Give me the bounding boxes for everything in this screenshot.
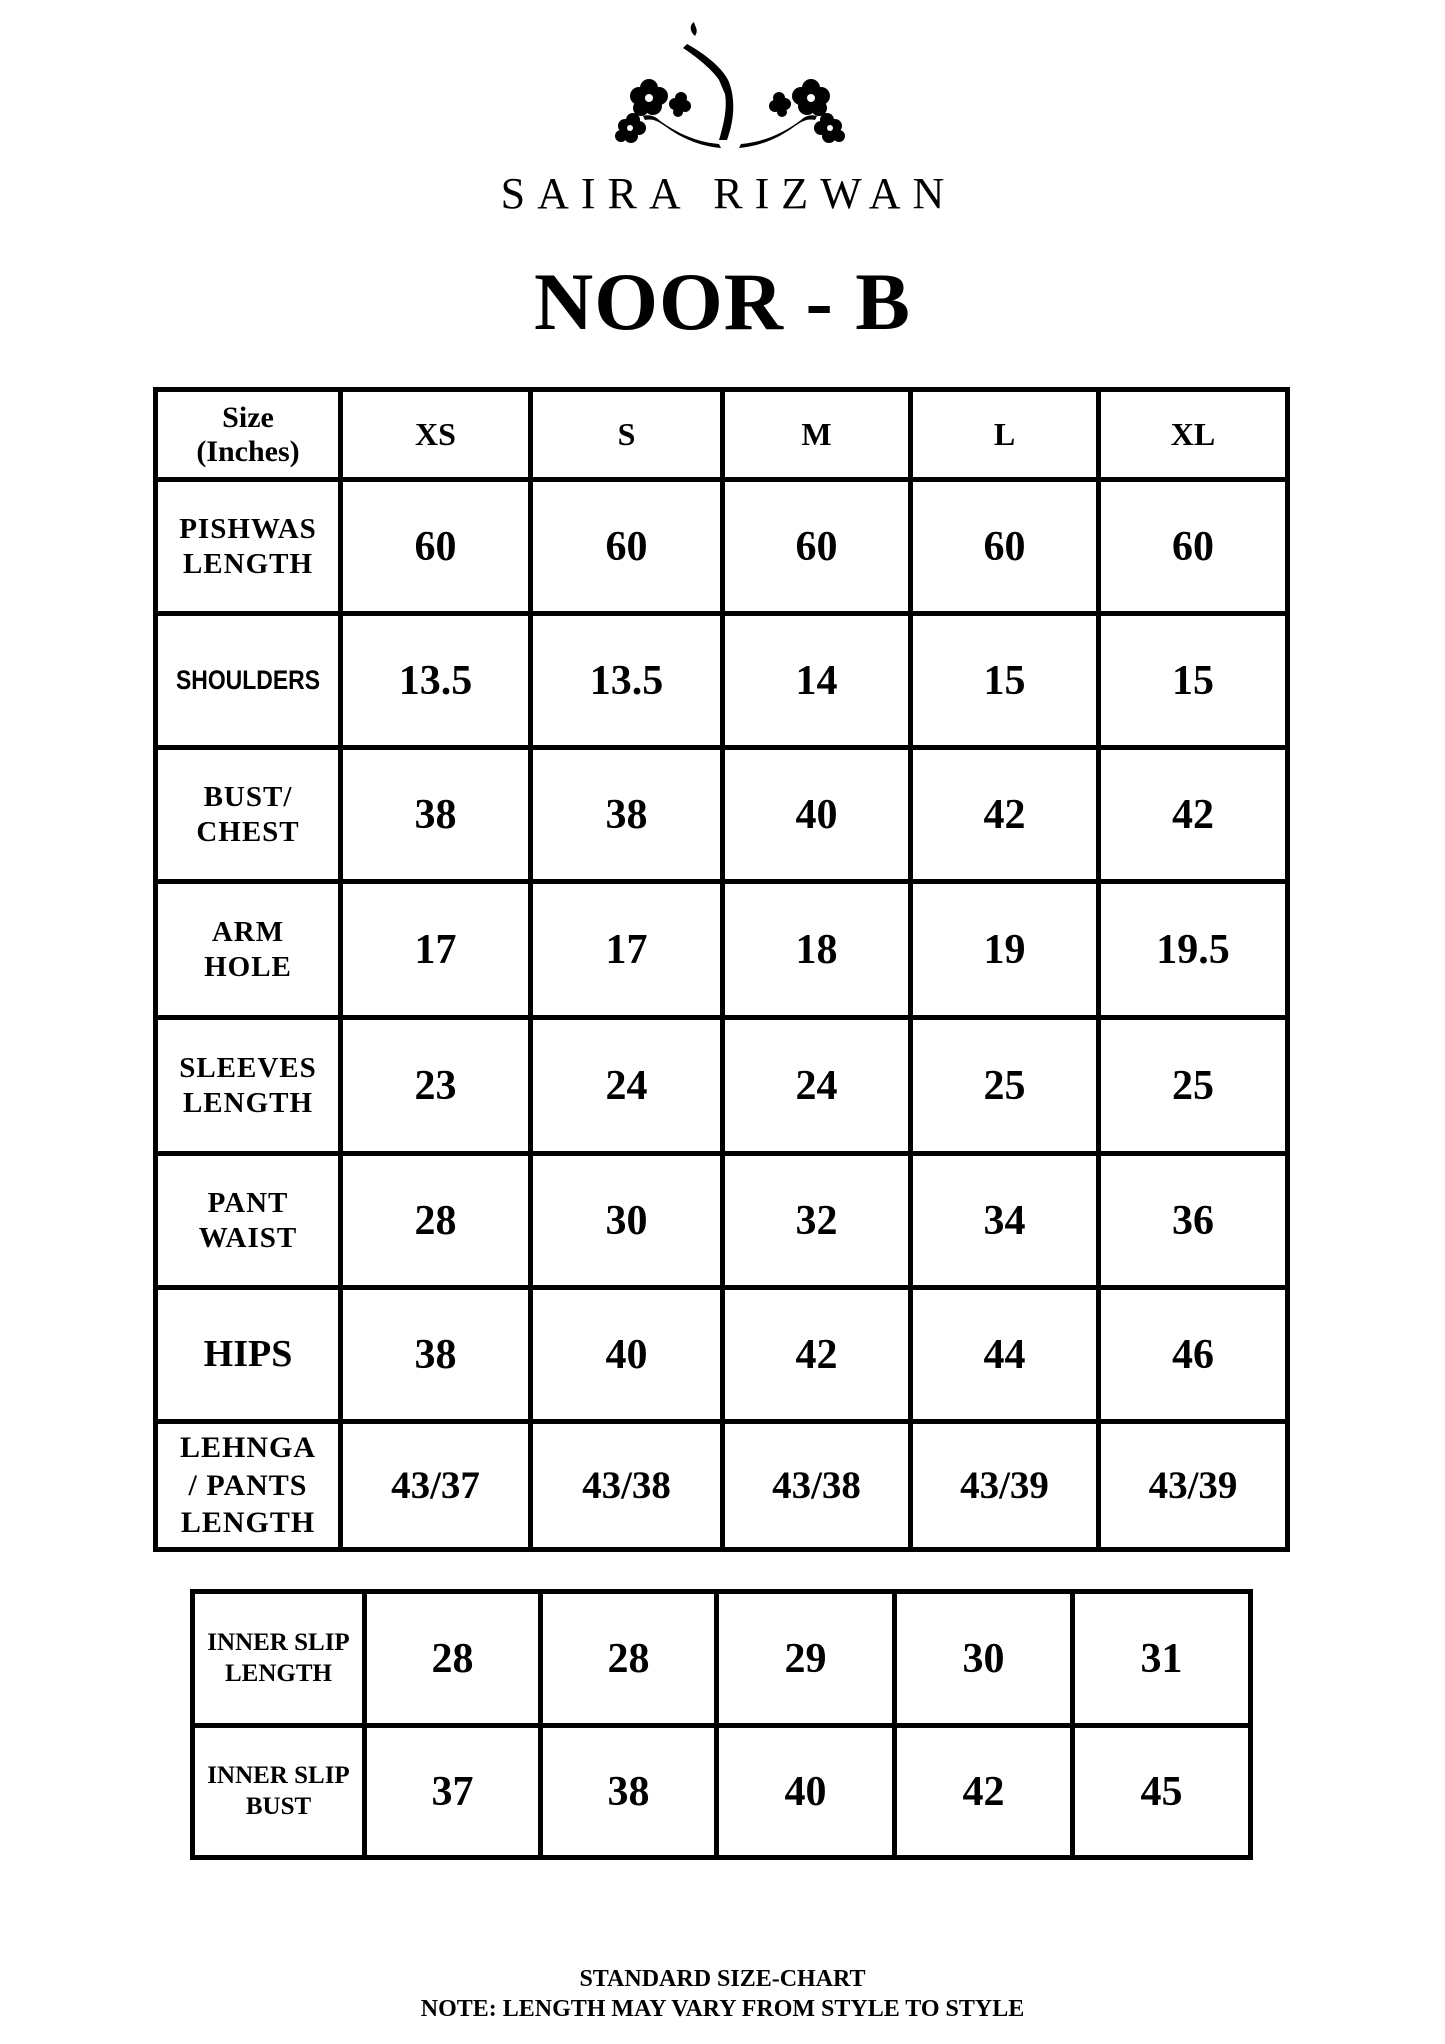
size-chart-table	[153, 387, 1290, 1552]
table-cell: 43/39	[911, 1422, 1099, 1550]
table-cell: 37	[365, 1726, 541, 1858]
table-cell: 60	[1099, 480, 1288, 614]
table-cell: 60	[531, 480, 723, 614]
table-cell: 46	[1099, 1288, 1288, 1422]
table-cell: 25	[1099, 1018, 1288, 1154]
row-label-sleeves-length: SLEEVES LENGTH	[156, 1018, 341, 1154]
table-cell: 30	[895, 1592, 1073, 1726]
table-cell: 28	[541, 1592, 717, 1726]
table-cell: 60	[911, 480, 1099, 614]
table-cell: 43/39	[1099, 1422, 1288, 1550]
table-cell: 25	[911, 1018, 1099, 1154]
table-cell: 38	[541, 1726, 717, 1858]
row-label-pant-waist: PANT WAIST	[156, 1154, 341, 1288]
row-label-pishwas-length: PISHWAS LENGTH	[156, 480, 341, 614]
table-cell: 19	[911, 882, 1099, 1018]
row-label-shoulders: SHOULDERS	[175, 665, 321, 696]
table-cell: 34	[911, 1154, 1099, 1288]
table-row	[156, 1288, 1288, 1422]
table-row	[156, 480, 1288, 614]
table-cell: 24	[531, 1018, 723, 1154]
table-cell: 43/37	[341, 1422, 531, 1550]
table-cell: 23	[341, 1018, 531, 1154]
size-header-label	[156, 390, 341, 480]
table-cell: 43/38	[723, 1422, 911, 1550]
brand-name: SAIRA RIZWAN	[500, 169, 957, 218]
table-row	[193, 1726, 1251, 1858]
table-cell: 28	[365, 1592, 541, 1726]
footer-title: STANDARD SIZE-CHART	[579, 1966, 866, 1992]
table-cell: 40	[531, 1288, 723, 1422]
table-row	[156, 1018, 1288, 1154]
table-cell: 15	[911, 614, 1099, 748]
table-row	[156, 1422, 1288, 1550]
table-cell: 17	[531, 882, 723, 1018]
table-cell: 18	[723, 882, 911, 1018]
table-row	[193, 1592, 1251, 1726]
table-cell: 15	[1099, 614, 1288, 748]
size-inches-label: Size (Inches)	[196, 400, 300, 468]
table-cell: 38	[531, 748, 723, 882]
brand-logo-icon	[615, 22, 845, 152]
table-cell: 44	[911, 1288, 1099, 1422]
table-cell: 28	[341, 1154, 531, 1288]
size-header-row	[156, 390, 1288, 480]
inner-slip-table	[190, 1589, 1253, 1860]
row-label-cell	[156, 1288, 341, 1422]
footer-note: NOTE: LENGTH MAY VARY FROM STYLE TO STYLE	[420, 1996, 1025, 2022]
row-label-lehnga-pants-length: LEHNGA / PANTS LENGTH	[156, 1422, 341, 1550]
table-row	[156, 614, 1288, 748]
table-cell: 60	[723, 480, 911, 614]
table-cell: 42	[911, 748, 1099, 882]
table-cell: 42	[895, 1726, 1073, 1858]
table-cell: 32	[723, 1154, 911, 1288]
table-cell: 38	[341, 1288, 531, 1422]
size-m-header: M	[723, 390, 911, 480]
row-label-inner-slip-length: INNER SLIP LENGTH	[193, 1592, 365, 1726]
table-cell: 31	[1073, 1592, 1251, 1726]
size-xl-header: XL	[1099, 390, 1288, 480]
table-cell: 13.5	[341, 614, 531, 748]
table-cell: 40	[723, 748, 911, 882]
row-label-hips: HIPS	[203, 1332, 293, 1375]
table-cell: 30	[531, 1154, 723, 1288]
size-s-header: S	[531, 390, 723, 480]
size-xs-header: XS	[341, 390, 531, 480]
table-cell: 60	[341, 480, 531, 614]
table-row	[156, 1154, 1288, 1288]
table-cell: 40	[717, 1726, 895, 1858]
row-label-arm-hole: ARM HOLE	[156, 882, 341, 1018]
row-label-bust-chest: BUST/ CHEST	[156, 748, 341, 882]
table-cell: 45	[1073, 1726, 1251, 1858]
row-label-cell	[156, 614, 341, 748]
table-cell: 42	[1099, 748, 1288, 882]
table-row	[156, 748, 1288, 882]
table-cell: 24	[723, 1018, 911, 1154]
table-cell: 17	[341, 882, 531, 1018]
table-cell: 19.5	[1099, 882, 1288, 1018]
table-row	[156, 882, 1288, 1018]
table-cell: 13.5	[531, 614, 723, 748]
table-cell: 43/38	[531, 1422, 723, 1550]
table-cell: 36	[1099, 1154, 1288, 1288]
row-label-inner-slip-bust: INNER SLIP BUST	[193, 1726, 365, 1858]
size-l-header: L	[911, 390, 1099, 480]
table-cell: 29	[717, 1592, 895, 1726]
table-cell: 42	[723, 1288, 911, 1422]
table-cell: 14	[723, 614, 911, 748]
table-cell: 38	[341, 748, 531, 882]
page-title: NOOR - B	[534, 256, 911, 347]
